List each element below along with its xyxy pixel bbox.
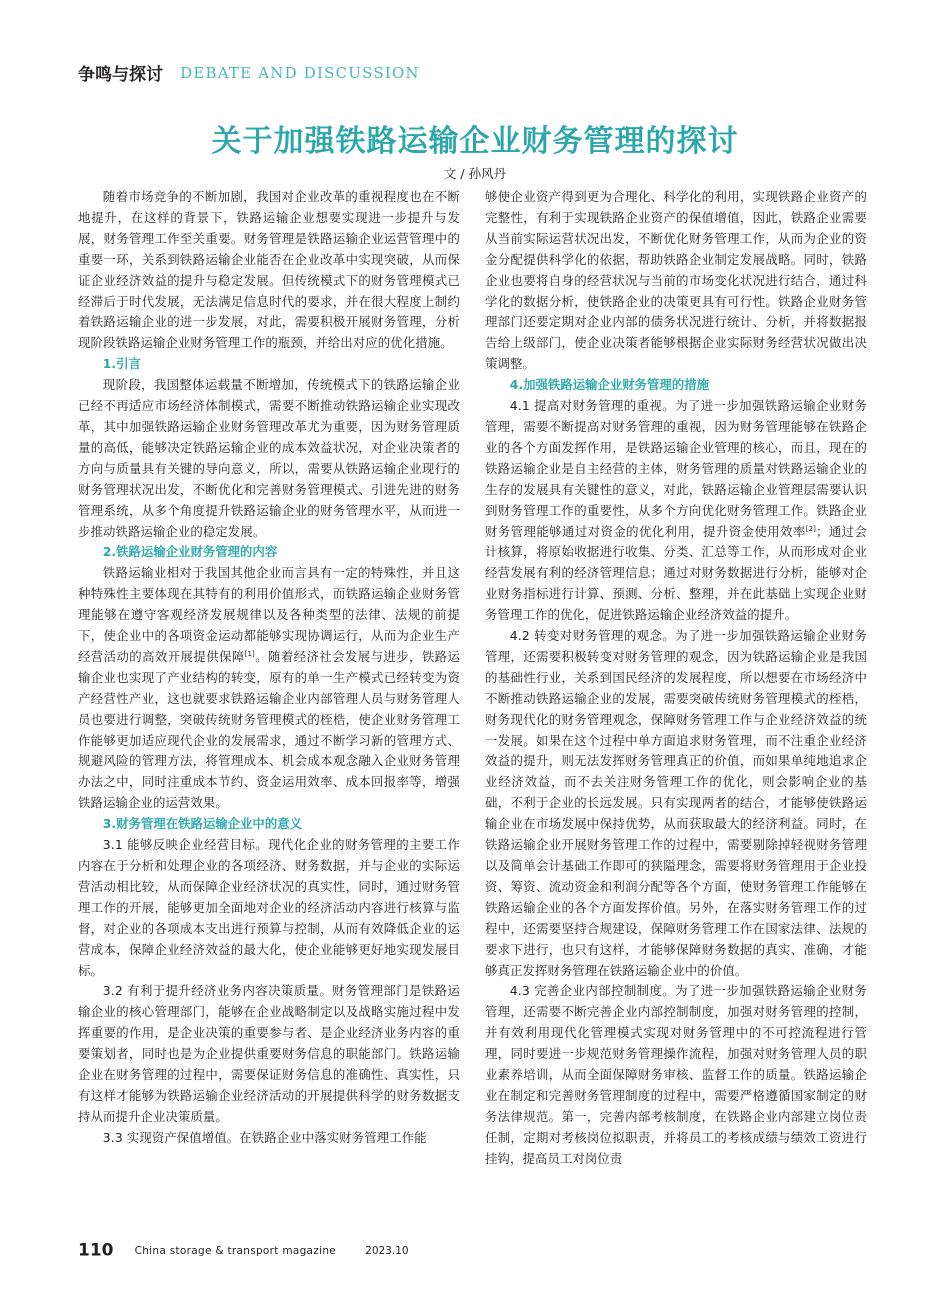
section-3-3-paragraph-continued: 够使企业资产得到更为合理化、科学化的利用，实现铁路企业资产的完整性，有利于实现铁路企业资产的保值增值，因此，铁路企业需要从当前实际运营状况出发，不断优化财务管理工作，从而为企业的资金分配提供科学化的依据，帮助铁路企业制定发展战略。同时，铁路企业也要将自身的经营状况与当前的市场变化状况进行结合，通过科学化的数据分析，使铁路企业的决策更具有可行性。铁路企业财务管理部门还要定期对企业内部的债务状况进行统计、分析，并将数据报告给上级部门，使企业决策者能够根据企业实际财务经营状况做出决策调整。 [485, 189, 867, 372]
section-2-heading: 2.铁路运输企业财务管理的内容 [102, 544, 278, 560]
section-3-heading: 3.财务管理在铁路运输企业中的意义 [102, 816, 302, 832]
left-column [78, 187, 460, 1211]
section-1-heading: 1.引言 [102, 356, 141, 372]
page-footer [78, 1240, 409, 1261]
right-column [485, 187, 867, 1211]
page-number: 110 [78, 1240, 114, 1261]
section-3-1-paragraph: 3.1 能够反映企业经营目标。现代化企业的财务管理的主要工作内容在于分析和处理企业的各项经济、财务数据，并与企业的实际运营活动相比较，从而保障企业经济状况的真实性，同时，通过财务管理工作的开展，能够更加全面地对企业的经济活动内容进行核算与监督，对企业的各项成本支出进行预算与控制，从而有效降低企业的运营成本，保障企业经济效益的最大化，使企业能够更好地实现发展目标。 [78, 837, 460, 978]
section-4-1-paragraph [485, 396, 867, 626]
citation-1: [1] [244, 649, 255, 658]
section-3-3-paragraph-start: 3.3 实现资产保值增值。在铁路企业中落实财务管理工作能 [102, 1129, 427, 1145]
paragraph-text: ；通过会计核算，将原始收据进行收集、分类、汇总等工作，从而形成对企业经营发展有利的经济管理信息；通过对财务数据进行分析，能够对企业财务指标进行计算、预测、分析、整理，并在此基础上实现企业财务管理工作的优化，促进铁路运输企业经济效益的提升。 [485, 523, 867, 623]
section-2-paragraph [78, 563, 460, 814]
article-title: 关于加强铁路运输企业财务管理的探讨 [211, 124, 739, 159]
section-4-2-paragraph: 4.2 转变对财务管理的观念。为了进一步加强铁路运输企业财务管理，还需要积极转变对财务管理的观念，因为铁路运输企业是我国的基础性行业，关系到国民经济的发展程度，所以想要在市场经济中不断推动铁路运输企业的发展，需要突破传统财务管理模式的桎梏，财务现代化的财务管理观念，保障财务管理工作与企业经济效益的统一发展。如果在这个过程中单方面追求财务管理，而不注重企业经济效益的提升，则无法发挥财务管理真正的价值，而如果单纯地追求企业经济效益，而不去关注财务管理工作的优化，则会影响企业的基础，不利于企业的长远发展。只有实现两者的结合，才能够使铁路运输企业在市场发展中保持优势，从而获取最大的经济利益。同时，在铁路运输企业开展财务管理工作的过程中，需要剔除掉轻视财务管理以及简单会计基础工作即可的狭隘理念，需要将财务管理用于企业投资、筹资、流动资金和利润分配等各个方面，使财务管理工作能够在铁路运输企业的各个方面发挥价值。另外，在落实财务管理工作的过程中，还需要坚持合规建设，保障财务管理工作在国家法律、法规的要求下进行，也只有这样，才能够保障财务数据的真实、准确，才能够真正发挥财务管理在铁路运输企业中的价值。 [485, 628, 867, 978]
paragraph-text: 。随着经济社会发展与进步，铁路运输企业也实现了产业结构的转变，原有的单一生产模式已经转变为资产经营性产业，这也就要求铁路运输企业内部管理人员与财务管理人员也要进行调整，突破传统财务管理模式的桎梏，使企业财务管理工作能够更加适应现代企业的发展需求，通过不断学习新的管理方式、规避风险的管理方法，将管理成本、机会成本观念融入企业财务管理办法之中，同时注重成本节约、资金运用效率、成本回报率等，增强铁路运输企业的运营效果。 [78, 648, 460, 811]
paragraph-text: 4.1 提高对财务管理的重视。为了进一步加强铁路运输企业财务管理，需要不断提高对财务管理的重视，因为财务管理能够在铁路企业的各个方面发挥作用，是铁路运输企业管理的核心，而且，现在的铁路运输企业是自主经营的主体，财务管理的质量对铁路运输企业的生存的发展具有关键性的意义，对此，铁路运输企业管理层需要认识到财务管理工作的重要性，从多个方向优化财务管理工作。铁路企业财务管理能够通过对资金的优化利用，提升资金使用效率 [485, 398, 867, 539]
paragraph-text: 铁路运输业相对于我国其他企业而言具有一定的特殊性，并且这种特殊性主要体现在其特有的利用价值形式，而铁路运输企业财务管理能够在遵守客观经济发展规律以及各种类型的法律、法规的前提下，使企业中的各项资金运动都能够实现协调运行，从而为企业生产经营活动的高效开展提供保障 [78, 565, 460, 664]
section-name: 争鸣与探讨 [78, 65, 163, 85]
article-author: 文 / 孙风丹 [443, 166, 507, 181]
section-4-heading: 4.加强铁路运输企业财务管理的措施 [509, 377, 709, 393]
page-header [78, 60, 420, 84]
issue-date: 2023.10 [365, 1244, 409, 1257]
magazine-name: China storage & transport magazine [134, 1244, 337, 1257]
section-3-2-paragraph: 3.2 有利于提升经济业务内容决策质量。财务管理部门是铁路运输企业的核心管理部门，能够在企业战略制定以及战略实施过程中发挥重要的作用，是企业决策的重要参与者、是企业经济业务内容的重要策划者，同时也是为企业提供重要财务信息的职能部门。铁路运输企业在财务管理的过程中，需要保证财务信息的准确性、真实性，只有这样才能够为铁路运输企业经济活动的开展提供科学的财务数据支持从而提升企业决策质量。 [78, 983, 460, 1124]
citation-2: [2] [805, 524, 817, 533]
section-1-paragraph: 现阶段，我国整体运载量不断增加，传统模式下的铁路运输企业已经不再适应市场经济体制模式，需要不断推动铁路运输企业实现改革，其中加强铁路运输企业财务管理改革尤为重要，因为财务管理质量的高低，能够决定铁路运输企业的成本效益状况，对企业决策者的方向与质量具有关键的导向意义，所以，需要从铁路运输企业现行的财务管理状况出发，不断优化和完善财务管理模式、引进先进的财务管理系统，从多个角度提升铁路运输企业的财务管理水平，从而进一步推动铁路运输企业的稳定发展。 [78, 377, 460, 539]
intro-paragraph: 随着市场竞争的不断加剧，我国对企业改革的重视程度也在不断地提升，在这样的背景下，铁路运输企业想要实现进一步提升与发展，财务管理工作至关重要。财务管理是铁路运输企业运营管理中的重要一环，关系到铁路运输企业能否在企业改革中实现突破，从而保证企业经济效益的提升与稳定发展。但传统模式下的财务管理模式已经滞后于时代发展，无法满足信息时代的要求，并在很大程度上制约着铁路运输企业的进一步发展，对此，需要积极开展财务管理，分析现阶段铁路运输企业财务管理工作的瓶颈，并给出对应的优化措施。 [78, 189, 460, 351]
section-name-english: DEBATE AND DISCUSSION [180, 63, 420, 82]
section-4-3-paragraph: 4.3 完善企业内部控制制度。为了进一步加强铁路运输企业财务管理，还需要不断完善企业内部控制制度，加强对财务管理的控制，并有效利用现代化管理模式实现对财务管理中的不可控流程进行管理，同时要进一步规范财务管理操作流程，加强对财务管理人员的职业素养培训，从而全面保障财务审核、监督工作的质量。铁路运输企业在制定和完善财务管理制度的过程中，需要严格遵循国家制定的财务法律规范。第一，完善内部考核制度，在铁路企业内部建立岗位责任制，定期对考核岗位拟职责，并将员工的考核成绩与绩效工资进行挂钩，提高员工对岗位责 [485, 983, 867, 1166]
